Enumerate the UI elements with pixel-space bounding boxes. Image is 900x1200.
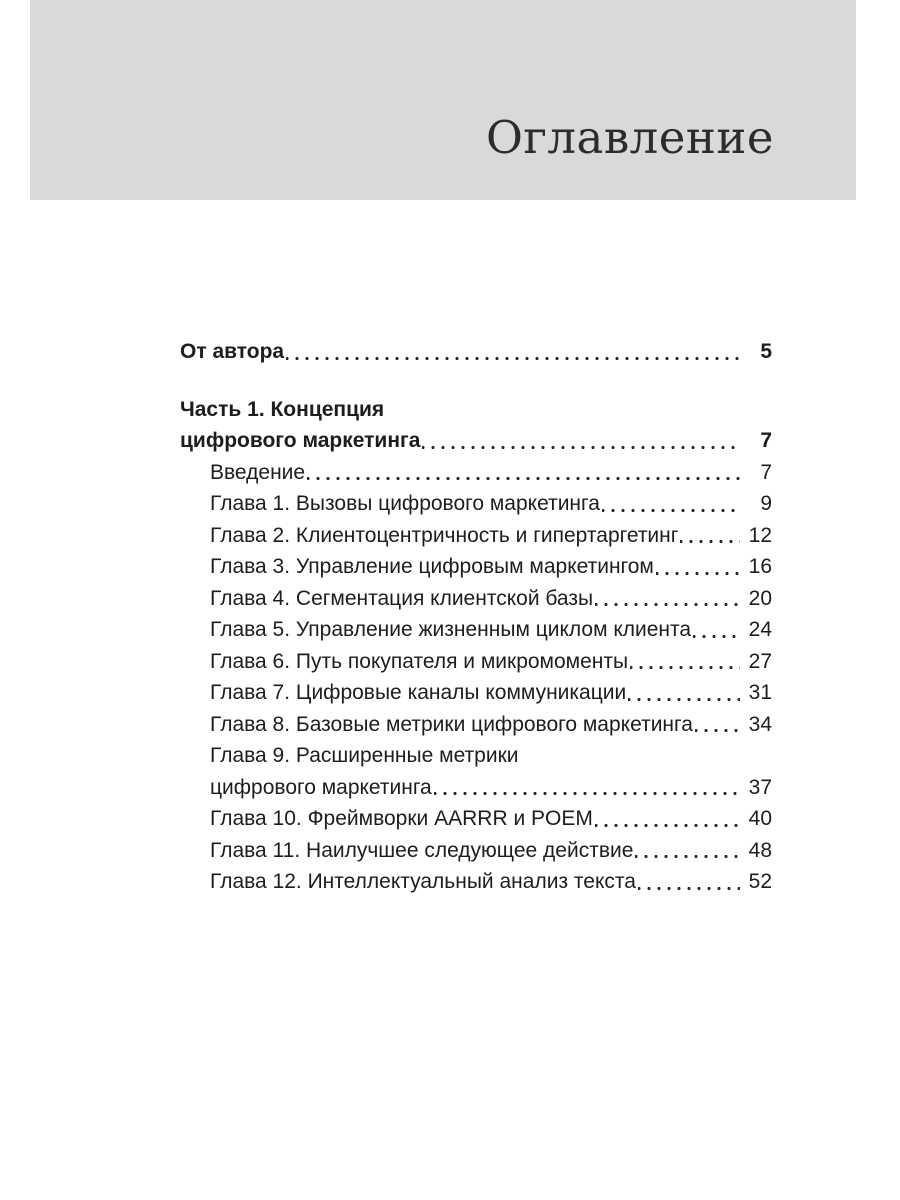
toc-entry-label: Глава 6. Путь покупателя и микромоменты [210,649,629,673]
toc-entry-chapter-3 [180,551,772,583]
toc-entry-chapter-4 [180,583,772,615]
toc-entry-label: Глава 7. Цифровые каналы коммуникации [210,681,627,704]
toc-entry-label: Глава 2. Клиентоцентричность и гипертаргетинг [210,523,679,547]
dot-leader [635,835,740,867]
page-title: Оглавление [485,111,774,164]
dot-leader [693,614,740,646]
toc-entry-chapter-1 [180,488,772,520]
toc-entry-page: 40 [748,807,772,830]
dot-leader [286,336,740,368]
dot-leader [307,457,740,489]
dot-leader [595,583,740,615]
toc-entry-label: Глава 4. Сегментация клиентской базы [210,586,594,610]
toc-entry-chapter-2 [180,520,772,552]
toc-entry-part1-line1 [180,394,772,426]
toc-entry-label: Глава 10. Фреймворки AARRR и POEM [210,807,593,830]
toc-entry-chapter-10 [180,803,772,835]
toc-entry-author [180,336,772,368]
toc-entry-label: Глава 3. Управление цифровым маркетингом [210,555,654,578]
toc-entry-page: 24 [748,618,772,641]
dot-leader [630,646,740,678]
dot-leader [638,866,740,898]
toc-entry-page: 7 [760,460,772,484]
toc-entry-chapter-9-line1 [180,740,772,772]
dot-leader [602,488,740,520]
toc-entry-part1-line2 [180,425,772,457]
toc-entry-label: Глава 5. Управление жизненным циклом клиента [210,618,692,641]
toc-entry-page: 48 [748,838,772,862]
dot-leader [656,551,740,583]
toc-entry-page: 9 [760,492,772,515]
table-of-contents [180,336,772,898]
toc-entry-chapter-9-line2 [180,772,772,804]
toc-entry-chapter-11 [180,835,772,867]
header-band [30,0,856,200]
toc-entry-label: Глава 12. Интеллектуальный анализ текста [210,870,636,893]
dot-leader [422,425,740,457]
toc-entry-page: 5 [760,340,772,363]
toc-entry-page: 12 [748,523,772,547]
toc-entry-label: Глава 11. Наилучшее следующее действие [210,838,634,862]
dot-leader [434,772,740,804]
toc-entry-label: Введение [210,460,306,484]
toc-entry-page: 20 [748,586,772,610]
toc-entry-page: 27 [748,649,772,673]
dot-leader [680,520,740,552]
toc-entry-label: От автора [180,340,285,363]
toc-entry-page: 34 [748,712,772,736]
toc-entry-page: 31 [748,681,772,704]
dot-leader [595,803,740,835]
toc-entry-chapter-7 [180,677,772,709]
toc-entry-label: Глава 8. Базовые метрики цифрового маркетинга [210,712,693,736]
toc-entry-chapter-5 [180,614,772,646]
toc-entry-page: 16 [748,555,772,578]
toc-entry-label: Часть 1. Концепция [180,397,385,421]
dot-leader [628,677,740,709]
toc-entry-chapter-6 [180,646,772,678]
toc-entry-chapter-8 [180,709,772,741]
dot-leader [695,709,740,741]
toc-entry-label: цифрового маркетинга [210,775,432,799]
toc-entry-label: цифрового маркетинга [180,429,421,452]
toc-entry-page: 7 [760,429,772,452]
toc-entry-chapter-12 [180,866,772,898]
toc-entry-label: Глава 9. Расширенные метрики [210,744,519,767]
toc-entry-introduction [180,457,772,489]
toc-entry-label: Глава 1. Вызовы цифрового маркетинга [210,492,600,515]
toc-entry-page: 37 [748,775,772,799]
toc-entry-page: 52 [748,870,772,893]
